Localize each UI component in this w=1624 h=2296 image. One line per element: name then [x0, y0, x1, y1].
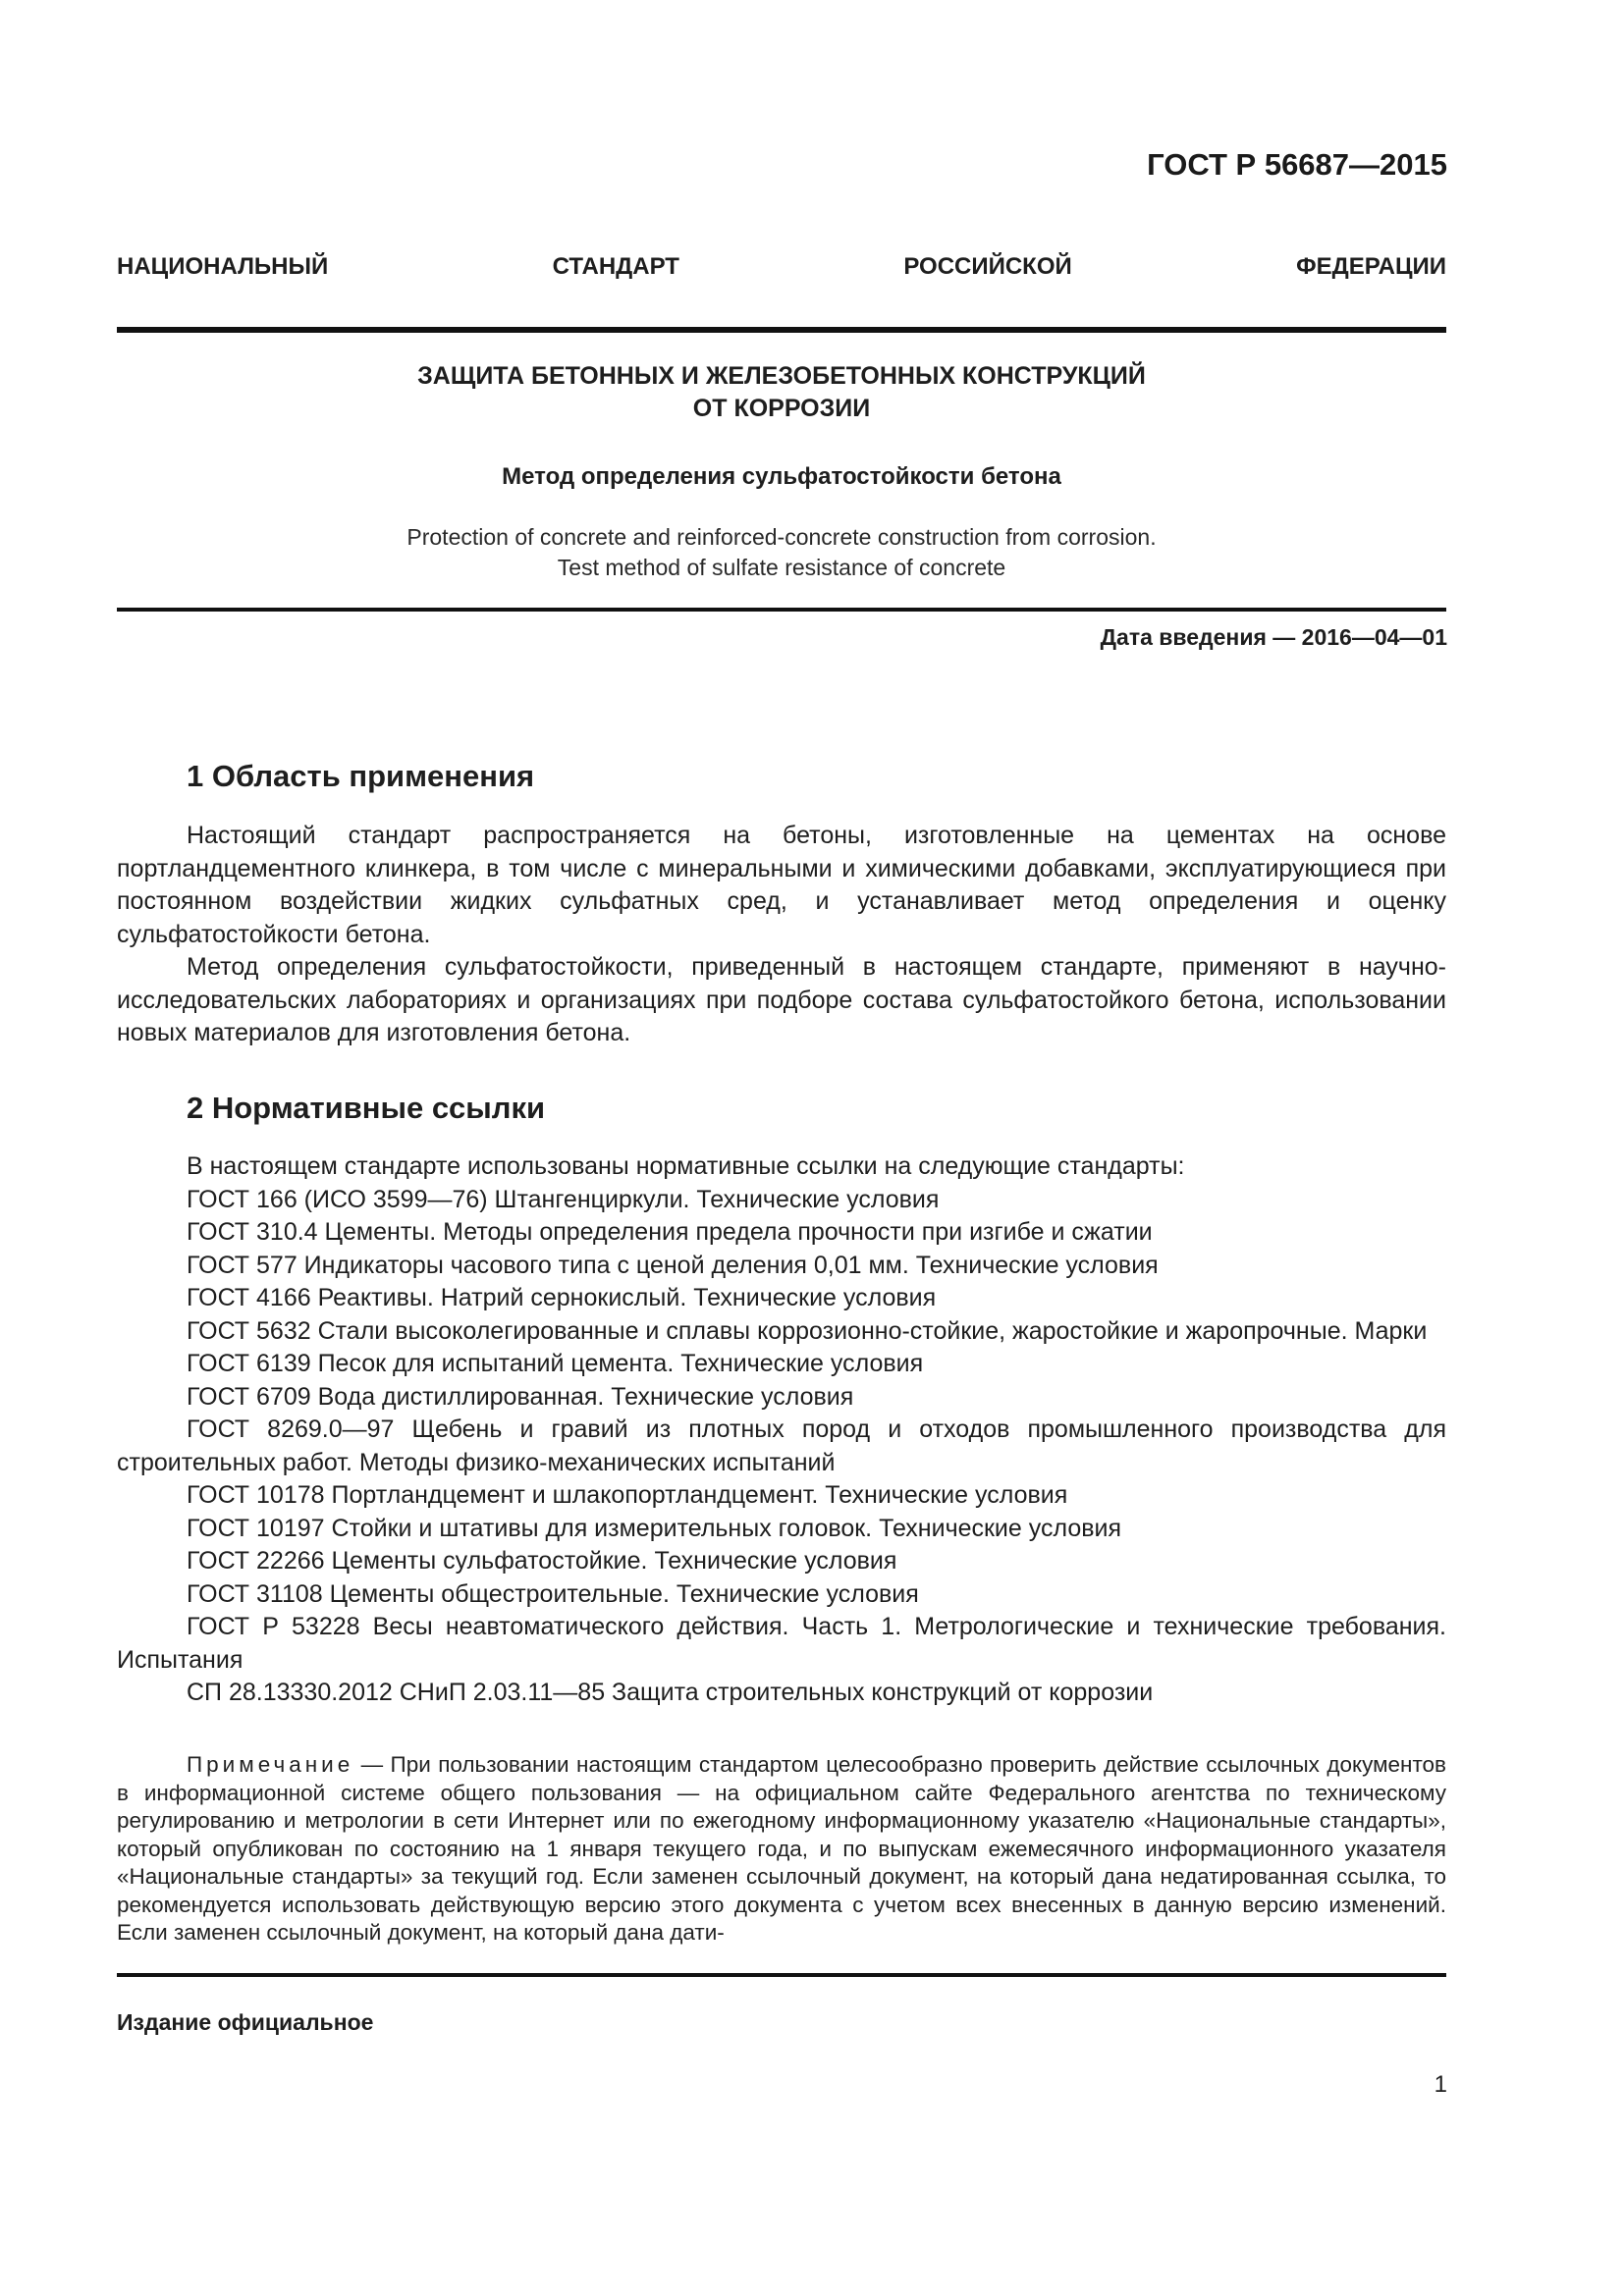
title-divider — [117, 608, 1446, 612]
banner-word: СТАНДАРТ — [552, 253, 679, 280]
reference-item: ГОСТ 310.4 Цементы. Методы определения предела прочности при изгибе и сжатии — [187, 1218, 1153, 1246]
reference-item: ГОСТ 4166 Реактивы. Натрий сернокислый. Технические условия — [187, 1284, 937, 1311]
banner-word: НАЦИОНАЛЬНЫЙ — [117, 253, 329, 280]
title-line: ОТ КОРРОЗИИ — [692, 395, 871, 422]
national-standard-banner — [117, 253, 1446, 281]
references-list — [117, 1150, 1446, 1710]
english-title-line: Protection of concrete and reinforced-concrete construction from corrosion. — [406, 524, 1157, 550]
reference-item: ГОСТ 6139 Песок для испытаний цемента. Технические условия — [187, 1350, 924, 1377]
introduction-date: Дата введения — 2016—04—01 — [1100, 624, 1447, 650]
footer-divider — [117, 1973, 1446, 1977]
banner-word: ФЕДЕРАЦИИ — [1296, 253, 1446, 280]
reference-item: ГОСТ 5632 Стали высоколегированные и сплавы коррозионно-стойкие, жаростойкие и жаропрочные. Марки — [187, 1316, 1428, 1345]
english-title-line: Test method of sulfate resistance of concrete — [557, 555, 1006, 580]
page-number: 1 — [1434, 2071, 1447, 2098]
edition-label: Издание официальное — [117, 2009, 374, 2035]
section-heading: 2 Нормативные ссылки — [187, 1091, 546, 1125]
reference-item: ГОСТ 10178 Портландцемент и шлакопортландцемент. Технические условия — [187, 1481, 1068, 1509]
title-line: ЗАЩИТА БЕТОННЫХ И ЖЕЛЕЗОБЕТОННЫХ КОНСТРУКЦИЙ — [417, 362, 1146, 390]
reference-item: ГОСТ 10197 Стойки и штативы для измерительных головок. Технические условия — [187, 1514, 1122, 1542]
reference-item: ГОСТ 577 Индикаторы часового типа с ценой деления 0,01 мм. Технические условия — [187, 1251, 1159, 1279]
banner-word: РОССИЙСКОЙ — [903, 253, 1072, 280]
note-label: Примечание — [187, 1752, 354, 1777]
reference-item: ГОСТ 22266 Цементы сульфатостойкие. Технические условия — [187, 1547, 897, 1575]
document-subtitle: Метод определения сульфатостойкости бетона — [502, 463, 1061, 490]
document-number: ГОСТ Р 56687—2015 — [1147, 147, 1447, 182]
header-divider — [117, 327, 1446, 333]
reference-item: СП 28.13330.2012 СНиП 2.03.11—85 Защита строительных конструкций от коррозии — [187, 1679, 1154, 1706]
english-title — [117, 522, 1446, 583]
paragraph: Настоящий стандарт распространяется на бетоны, изготовленные на цементах на основе портландцементного клинкера, в том числе с минеральными и химическими добавками, эксплуатирующиеся при постоянном воздействии жидких сульфатных сред, и устанавливает метод определения и оценку сульфатостойкости бетона. — [117, 822, 1446, 948]
reference-item: ГОСТ 8269.0—97 Щебень и гравий из плотных пород и отходов промышленного производства для строительных работ. Методы физико-механических испытаний — [117, 1415, 1446, 1476]
note-text: — При пользовании настоящим стандартом целесообразно проверить действие ссылочных документов в информационной системе общего пользования — на официальном сайте Федерального агентства по техническому регулированию и метрологии в сети Интернет или по ежегодному информационному указателю «Национальные стандарты», который опубликован по состоянию на 1 января текущего года, и по выпускам ежемесячного информационного указателя «Национальные стандарты» за текущий год. Если заменен ссылочный документ, на который дана недатированная ссылка, то рекомендуется использовать действующую версию этого документа с учетом всех внесенных в данную версию изменений. Если заменен ссылочный документ, на который дана дати- — [117, 1752, 1446, 1945]
reference-item: ГОСТ 31108 Цементы общестроительные. Технические условия — [187, 1579, 919, 1608]
document-title — [117, 360, 1446, 425]
reference-item: ГОСТ 166 (ИСО 3599—76) Штангенциркули. Технические условия — [187, 1185, 940, 1213]
section-heading: 1 Область применения — [187, 759, 535, 793]
paragraph: Метод определения сульфатостойкости, приведенный в настоящем стандарте, применяют в научно-исследовательских лабораториях и организациях при подборе состава сульфатостойкого бетона, использовании новых материалов для изготовления бетона. — [117, 953, 1446, 1046]
references-intro: В настоящем стандарте использованы нормативные ссылки на следующие стандарты: — [187, 1152, 1185, 1180]
reference-item: ГОСТ 6709 Вода дистиллированная. Технические условия — [187, 1382, 854, 1411]
reference-item: ГОСТ Р 53228 Весы неавтоматического действия. Часть 1. Метрологические и технические требования. Испытания — [117, 1613, 1446, 1674]
note-block — [117, 1751, 1446, 1948]
